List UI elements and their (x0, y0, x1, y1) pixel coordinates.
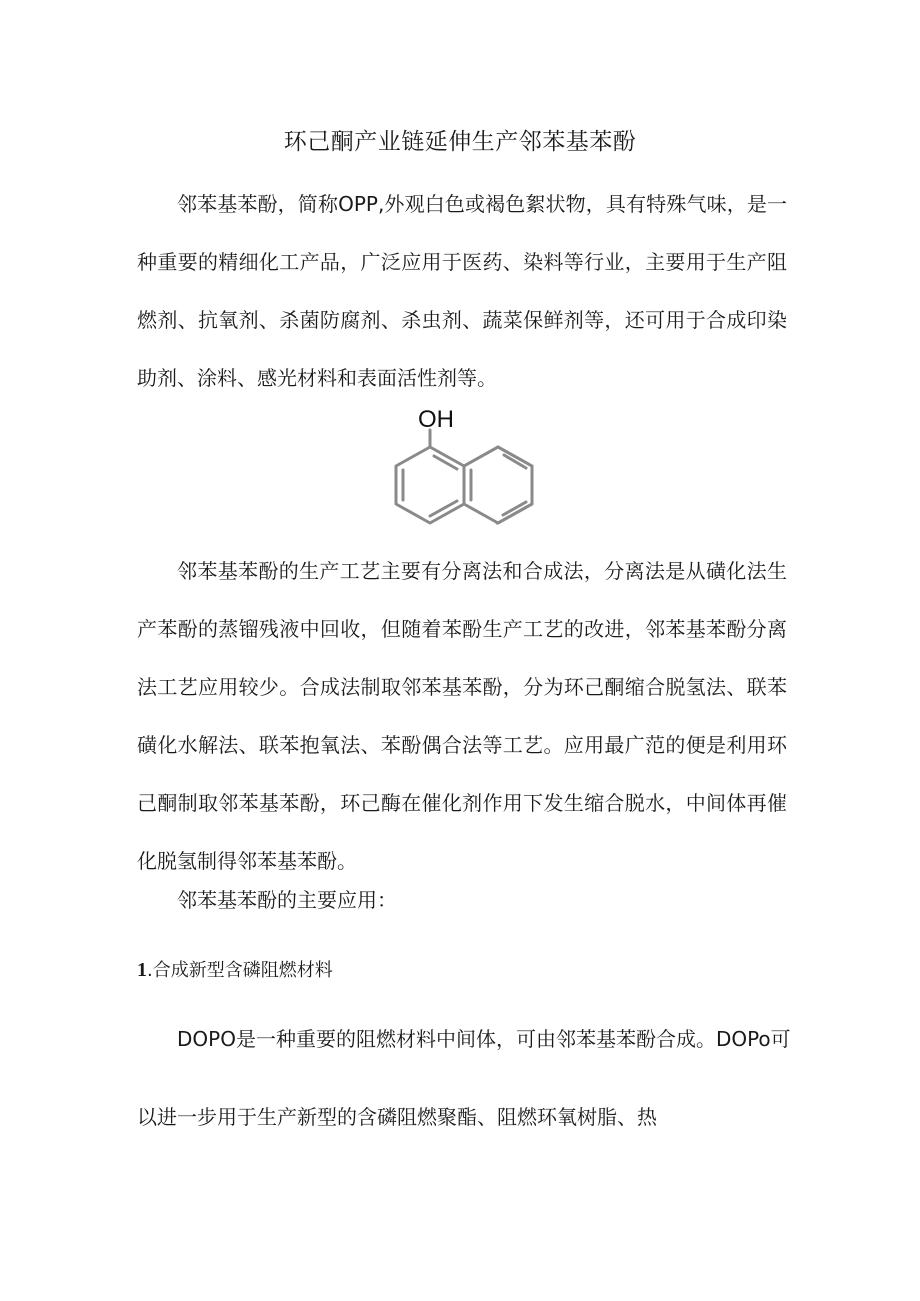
phenol-ring (396, 447, 464, 523)
paragraph-dopo-line2: 以进一步用于生产新型的含磷阻燃聚酯、阻燃环氧树脂、热 (137, 1105, 657, 1129)
paragraph-introduction: 邻苯基苯酚，简称OPP,外观白色或褐色絮状物，具有特殊气味，是一种重要的精细化工产品，广泛应用于医药、染料等行业，主要用于生产阻燃剂、抗氧剂、杀菌防腐剂、杀虫剂、蔬菜保鲜剂等，还可用于合成印染助剂、涂料、感光材料和表面活性剂等。 (137, 192, 787, 390)
section-heading-1 (137, 955, 333, 986)
document-title: 环己酮产业链延伸生产邻苯基苯酚 (283, 129, 637, 155)
heading-text: .合成新型含磷阻燃材料 (147, 960, 333, 981)
chemical-structure-image (355, 400, 570, 530)
paragraph-production-process: 邻苯基苯酚的生产工艺主要有分离法和合成法，分离法是从磺化法生产苯酚的蒸镏残液中回收，但随着苯酚生产工艺的改进，邻苯基苯酚分离法工艺应用较少。合成法制取邻苯基苯酚，分为环己酮缩合脱氢法、联苯磺化水解法、联苯抱氧法、苯酚偶合法等工艺。应用最广范的便是利用环己酮制取邻苯基苯酚，环己酶在催化剂作用下发生缩合脱水，中间体再催化脱氢制得邻苯基苯酚。 (137, 559, 787, 873)
paragraph-dopo-line1: DOPO是一种重要的阻燃材料中间体，可由邻苯基苯酚合成。DOPo可 (177, 1027, 791, 1051)
paragraph-main-applications: 邻苯基苯酚的主要应用： (177, 888, 397, 912)
heading-number: 1 (137, 959, 147, 981)
phenyl-ring (464, 447, 532, 523)
oh-label: OH (418, 406, 454, 433)
